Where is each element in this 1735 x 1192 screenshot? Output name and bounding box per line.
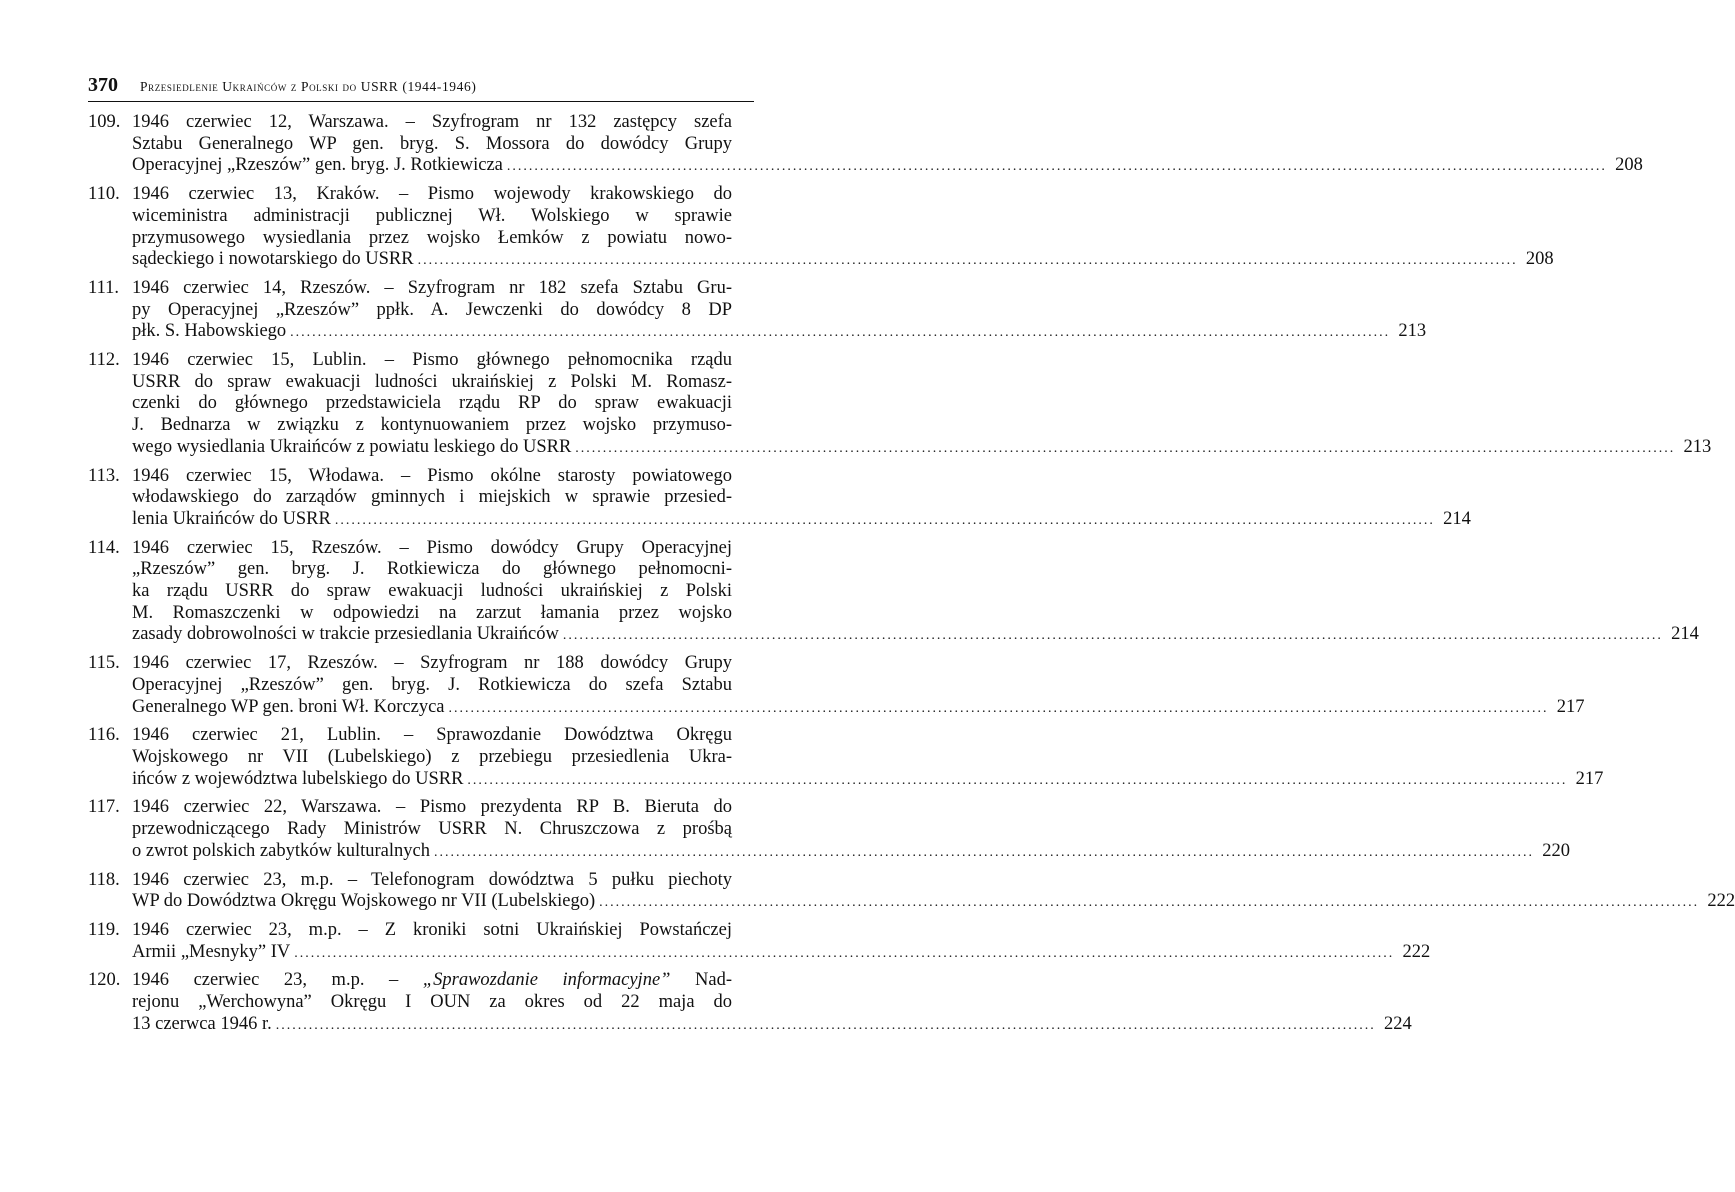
entry-last-line (132, 768, 1604, 792)
toc-entry (88, 869, 1735, 914)
entry-number: 119. (88, 919, 120, 940)
entry-text: 13 czerwca 1946 r. (132, 1013, 272, 1034)
page-reference: 217 (1575, 768, 1604, 789)
entry-number: 113. (88, 465, 120, 486)
toc-entry (88, 653, 1585, 719)
entry-last-line (132, 508, 1471, 532)
entry-line: rejonu „Werchowyna” Okręgu I OUN za okres od 22 maja do (132, 992, 732, 1013)
dot-leader: ........................................................................................................................................................................................................ (506, 159, 1607, 175)
entry-last-line (132, 624, 1699, 647)
entry-body (132, 537, 1699, 648)
entry-text: zasady dobrowolności w trakcie przesiedlania Ukraińców (132, 624, 559, 645)
toc-entry (88, 277, 1427, 344)
entry-last-line (132, 155, 1643, 178)
entry-line: J. Bednarza w związku z kontynuowaniem przez wojsko przymuso- (132, 415, 732, 436)
dot-leader: ........................................................................................................................................................................................................ (417, 253, 1518, 269)
entry-text: wego wysiedlania Ukraińców z powiatu leskiego do USRR (132, 436, 572, 457)
dot-leader: ........................................................................................................................................................................................................ (290, 325, 1391, 341)
entry-number: 110. (88, 184, 120, 205)
entry-line: M. Romaszczenki w odpowiedzi na zarzut łamania przez wojsko (132, 602, 732, 623)
entry-line (132, 970, 732, 992)
page-reference: 208 (1525, 249, 1554, 270)
entry-number: 112. (88, 350, 120, 371)
page-reference: 222 (1402, 941, 1431, 962)
toc-entry (88, 465, 1471, 532)
entry-text: o zwrot polskich zabytków kulturalnych (132, 840, 430, 861)
entry-line: 1946 czerwiec 15, Lublin. – Pismo głównego pełnomocnika rządu (132, 350, 732, 371)
entry-line: przymusowego wysiedlania przez wojsko Łemków z powiatu nowo- (132, 227, 732, 248)
entry-text: lenia Ukraińców do USRR (132, 508, 331, 529)
dot-leader: ........................................................................................................................................................................................................ (434, 844, 1534, 860)
page-reference: 214 (1443, 508, 1471, 529)
page-reference: 217 (1556, 696, 1585, 717)
entry-line: 1946 czerwiec 12, Warszawa. – Szyfrogram nr 132 zastępcy szefa (132, 112, 732, 132)
dot-leader: ........................................................................................................................................................................................................ (448, 700, 1549, 716)
dot-leader: ........................................................................................................................................................................................................ (562, 628, 1663, 644)
table-of-contents (88, 112, 1735, 1042)
entry-text: WP do Dowództwa Okręgu Wojskowego nr VII (Lubelskiego) (132, 891, 596, 912)
entry-number: 120. (88, 970, 121, 991)
entry-line: 1946 czerwiec 14, Rzeszów. – Szyfrogram nr 182 szefa Sztabu Gru- (132, 277, 732, 298)
entry-text: Generalnego WP gen. broni Wł. Korczyca (132, 696, 445, 717)
entry-body (132, 350, 1712, 460)
running-title: Przesiedlenie Ukraińców z Polski do USRR (1944-1946) (140, 79, 477, 94)
entry-line: włodawskiego do zarządów gminnych i miejskich w sprawie przesied- (132, 487, 732, 508)
toc-entry (88, 350, 1712, 460)
entry-last-line (132, 941, 1431, 965)
entry-last-line (132, 891, 1735, 914)
entry-number: 114. (88, 537, 120, 558)
entry-body (132, 465, 1471, 532)
entry-line: Sztabu Generalnego WP gen. bryg. S. Mossora do dowódcy Grupy (132, 133, 732, 154)
entry-line: 1946 czerwiec 17, Rzeszów. – Szyfrogram nr 188 dowódcy Grupy (132, 653, 732, 674)
page-reference: 213 (1398, 321, 1427, 342)
entry-line: 1946 czerwiec 23, m.p. – Z kroniki sotni Ukraińskiej Powstańczej (132, 919, 732, 940)
entry-text: 1946 czerwiec 23, m.p. – (132, 970, 423, 991)
toc-entry (88, 112, 1643, 178)
entry-line: 1946 czerwiec 15, Włodawa. – Pismo okólne starosty powiatowego (132, 465, 732, 486)
entry-body (132, 184, 1554, 272)
entry-text: ińców z województwa lubelskiego do USRR (132, 768, 464, 789)
entry-number: 117. (88, 797, 120, 818)
entry-last-line (132, 436, 1712, 460)
page-number: 370 (88, 74, 118, 96)
running-header (88, 74, 754, 102)
entry-number: 109. (88, 112, 121, 132)
entry-line: 1946 czerwiec 21, Lublin. – Sprawozdanie Dowództwa Okręgu (132, 725, 732, 746)
entry-number: 118. (88, 869, 120, 890)
entry-number: 111. (88, 277, 120, 298)
entry-body (132, 869, 1735, 914)
dot-leader: ........................................................................................................................................................................................................ (575, 440, 1676, 456)
entry-number: 116. (88, 725, 120, 746)
dot-leader: ........................................................................................................................................................................................................ (275, 1017, 1376, 1033)
dot-leader: ........................................................................................................................................................................................................ (294, 945, 1395, 961)
entry-line: ka rządu USRR do spraw ewakuacji ludności ukraińskiej z Polski (132, 581, 732, 602)
entry-body (132, 797, 1570, 863)
dot-leader: ........................................................................................................................................................................................................ (334, 512, 1435, 528)
toc-entry (88, 537, 1699, 648)
toc-entry (88, 725, 1604, 791)
toc-entry (88, 184, 1554, 272)
entry-text: Armii „Mesnyky” IV (132, 941, 291, 962)
toc-entry (88, 919, 1431, 964)
entry-body (132, 653, 1585, 719)
entry-last-line (132, 1013, 1412, 1037)
page-reference: 220 (1542, 840, 1570, 861)
entry-line: Wojskowego nr VII (Lubelskiego) z przebiegu przesiedlenia Ukra- (132, 746, 732, 767)
entry-line: USRR do spraw ewakuacji ludności ukraińskiej z Polski M. Romasz- (132, 371, 732, 392)
entry-text: płk. S. Habowskiego (132, 321, 287, 342)
entry-text: Operacyjnej „Rzeszów” gen. bryg. J. Rotkiewicza (132, 155, 503, 176)
toc-entry (88, 797, 1570, 863)
page-reference: 213 (1683, 436, 1712, 457)
entry-line: „Rzeszów” gen. bryg. J. Rotkiewicza do głównego pełnomocni- (132, 559, 732, 580)
entry-line: wiceministra administracji publicznej Wł. Wolskiego w sprawie (132, 205, 732, 226)
entry-body (132, 277, 1427, 344)
page-reference: 214 (1671, 624, 1699, 645)
page-reference: 208 (1615, 155, 1643, 176)
page-reference: 222 (1707, 891, 1735, 912)
entry-body (132, 970, 1412, 1036)
entry-line: czenki do głównego przedstawiciela rządu RP do spraw ewakuacji (132, 393, 732, 414)
entry-number: 115. (88, 653, 120, 674)
entry-body (132, 112, 1643, 178)
entry-line: 1946 czerwiec 15, Rzeszów. – Pismo dowódcy Grupy Operacyjnej (132, 537, 732, 558)
entry-line: Operacyjnej „Rzeszów” gen. bryg. J. Rotkiewicza do szefa Sztabu (132, 674, 732, 695)
entry-last-line (132, 321, 1427, 344)
dot-leader: ........................................................................................................................................................................................................ (467, 772, 1568, 788)
entry-text: sądeckiego i nowotarskiego do USRR (132, 249, 414, 270)
entry-line: przewodniczącego Rady Ministrów USRR N. Chruszczowa z prośbą (132, 819, 732, 840)
toc-entry (88, 970, 1412, 1036)
entry-line: 1946 czerwiec 23, m.p. – Telefonogram dowództwa 5 pułku piechoty (132, 869, 732, 890)
entry-line: py Operacyjnej „Rzeszów” ppłk. A. Jewczenki do dowódcy 8 DP (132, 299, 732, 320)
dot-leader: ........................................................................................................................................................................................................ (599, 895, 1700, 911)
entry-line: 1946 czerwiec 22, Warszawa. – Pismo prezydenta RP B. Bieruta do (132, 797, 732, 818)
entry-text: Nad- (670, 970, 733, 991)
entry-last-line (132, 249, 1554, 272)
entry-body (132, 919, 1431, 964)
entry-line: 1946 czerwiec 13, Kraków. – Pismo wojewody krakowskiego do (132, 184, 732, 205)
page-reference: 224 (1383, 1013, 1412, 1034)
entry-title-italic: „Sprawozdanie informacyjne” (422, 970, 671, 991)
entry-body (132, 725, 1604, 791)
entry-last-line (132, 696, 1585, 720)
entry-last-line (132, 840, 1570, 864)
